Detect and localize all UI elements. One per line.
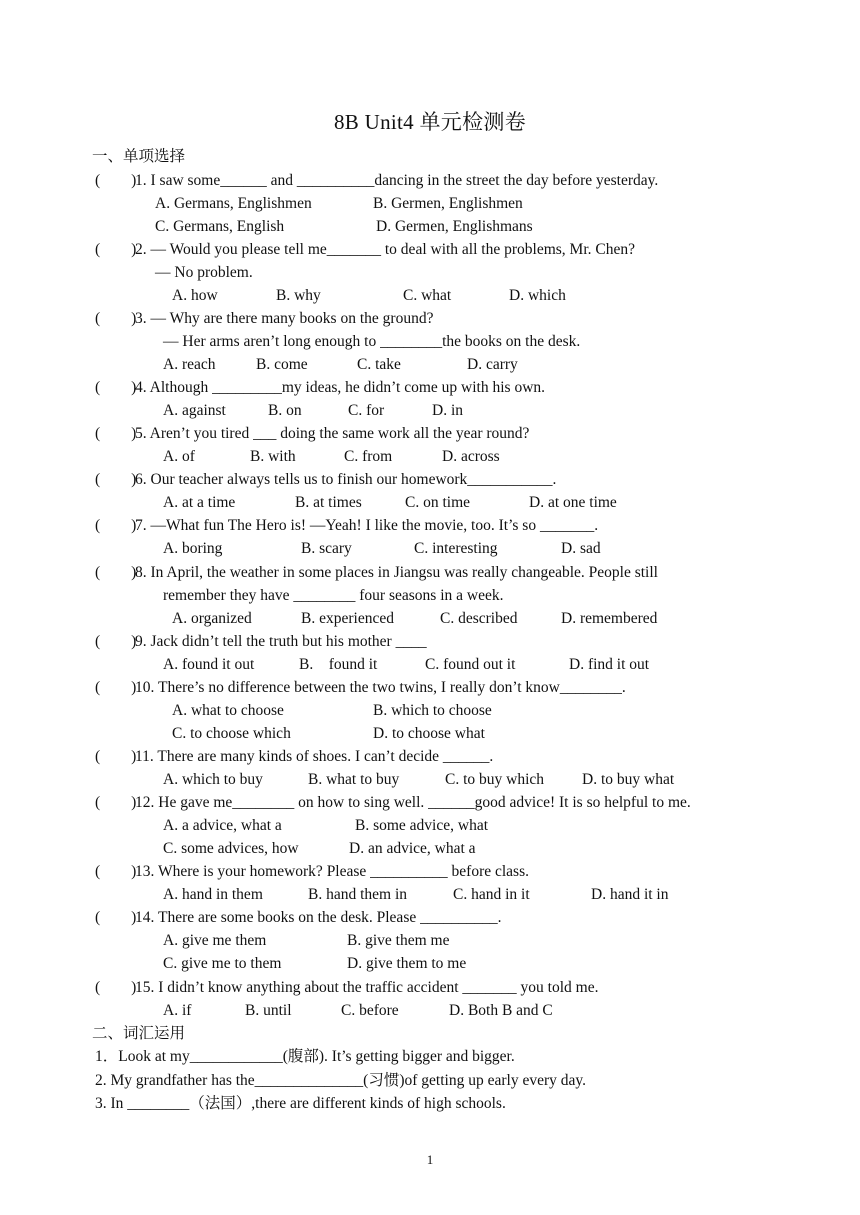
- question-stem: 5. Aren’t you tired ___ doing the same work all the year round?: [135, 425, 530, 442]
- option: B. give them me: [347, 932, 450, 949]
- page-title: 8B Unit4 单元检测卷: [333, 110, 527, 134]
- question-stem: 13. Where is your homework? Please __________ before class.: [135, 863, 530, 880]
- option: D. Both B and C: [449, 1002, 553, 1019]
- option: A. give me them: [163, 932, 267, 949]
- option: B. come: [256, 356, 308, 373]
- option: B. experienced: [301, 610, 394, 627]
- option: A. how: [172, 287, 218, 304]
- question-stem-continued: — No problem.: [155, 264, 253, 281]
- option: A. found it out: [163, 656, 255, 673]
- option: C. interesting: [414, 540, 498, 557]
- answer-blank: ( ): [95, 863, 137, 880]
- option: C. for: [348, 402, 385, 419]
- question-stem: 9. Jack didn’t tell the truth but his mother ____: [135, 633, 427, 650]
- option: A. organized: [172, 610, 252, 627]
- option: A. a advice, what a: [163, 817, 282, 834]
- answer-blank: ( ): [95, 517, 137, 534]
- answer-blank: ( ): [95, 633, 137, 650]
- option: A. of: [163, 448, 195, 465]
- option: C. what: [403, 287, 452, 304]
- option: D. remembered: [561, 610, 658, 627]
- option: D. which: [509, 287, 566, 304]
- option: D. to buy what: [582, 771, 675, 788]
- option: B. hand them in: [308, 886, 408, 903]
- option: C. from: [344, 448, 393, 465]
- option: A. if: [163, 1002, 192, 1019]
- option: B. which to choose: [373, 702, 492, 719]
- question-stem: 14. There are some books on the desk. Please __________.: [135, 909, 502, 926]
- option: D. find it out: [569, 656, 650, 673]
- question-stem: 3. — Why are there many books on the ground?: [135, 310, 434, 327]
- option: D. carry: [467, 356, 518, 373]
- answer-blank: ( ): [95, 310, 137, 327]
- option: B. scary: [301, 540, 352, 557]
- answer-blank: ( ): [95, 979, 137, 996]
- option: B. some advice, what: [355, 817, 489, 834]
- option: D. across: [442, 448, 500, 465]
- option: A. which to buy: [163, 771, 263, 788]
- answer-blank: ( ): [95, 909, 137, 926]
- option: B. on: [268, 402, 302, 419]
- option: C. Germans, English: [155, 218, 285, 235]
- answer-blank: ( ): [95, 425, 137, 442]
- option: D. in: [432, 402, 463, 419]
- option: A. at a time: [163, 494, 236, 511]
- question-stem: 1. I saw some______ and __________dancing in the street the day before yesterday.: [135, 172, 659, 189]
- option: A. boring: [163, 540, 223, 557]
- vocab-item: 2. My grandfather has the______________(习惯)of getting up early every day.: [95, 1072, 586, 1089]
- question-stem: 7. —What fun The Hero is! —Yeah! I like the movie, too. It’s so _______.: [135, 517, 599, 534]
- answer-blank: ( ): [95, 794, 137, 811]
- answer-blank: ( ): [95, 748, 137, 765]
- question-stem: 8. In April, the weather in some places in Jiangsu was really changeable. People still: [135, 564, 658, 581]
- option: D. Germen, Englishmans: [376, 218, 533, 235]
- option: D. sad: [561, 540, 601, 557]
- question-stem: 6. Our teacher always tells us to finish our homework___________.: [135, 471, 557, 488]
- option: C. take: [357, 356, 401, 373]
- section-heading-vocabulary: 二、词汇运用: [92, 1025, 186, 1042]
- option: D. hand it in: [591, 886, 669, 903]
- option: B. why: [276, 287, 321, 304]
- vocab-item: 1．Look at my____________(腹部). It’s getting bigger and bigger.: [95, 1048, 515, 1065]
- option: A. reach: [163, 356, 216, 373]
- answer-blank: ( ): [95, 379, 137, 396]
- option: C. some advices, how: [163, 840, 299, 857]
- question-stem-continued: remember they have ________ four seasons in a week.: [163, 587, 504, 604]
- question-stem: 15. I didn’t know anything about the traffic accident _______ you told me.: [135, 979, 599, 996]
- option: A. against: [163, 402, 226, 419]
- vocab-item: 3. In ________（法国）,there are different kinds of high schools.: [95, 1095, 506, 1112]
- option: B. what to buy: [308, 771, 400, 788]
- section-heading-single-choice: 一、单项选择: [92, 148, 186, 165]
- option: A. what to choose: [172, 702, 284, 719]
- question-stem: 10. There’s no difference between the two twins, I really don’t know________.: [135, 679, 626, 696]
- option: B. found it: [299, 656, 378, 673]
- answer-blank: ( ): [95, 241, 137, 258]
- answer-blank: ( ): [95, 679, 137, 696]
- option: D. at one time: [529, 494, 617, 511]
- answer-blank: ( ): [95, 471, 137, 488]
- option: A. hand in them: [163, 886, 263, 903]
- option: B. Germen, Englishmen: [373, 195, 523, 212]
- answer-blank: ( ): [95, 564, 137, 581]
- option: C. to choose which: [172, 725, 291, 742]
- question-stem: 12. He gave me________ on how to sing well. ______good advice! It is so helpful to me.: [135, 794, 691, 811]
- option: C. described: [440, 610, 518, 627]
- option: B. at times: [295, 494, 362, 511]
- question-stem: 2. — Would you please tell me_______ to deal with all the problems, Mr. Chen?: [135, 241, 635, 258]
- option: B. with: [250, 448, 296, 465]
- option: D. to choose what: [373, 725, 485, 742]
- option: C. to buy which: [445, 771, 545, 788]
- option: C. before: [341, 1002, 399, 1019]
- option: D. give them to me: [347, 955, 467, 972]
- option: C. give me to them: [163, 955, 282, 972]
- option: C. found out it: [425, 656, 516, 673]
- page-number: 1: [426, 1152, 434, 1167]
- question-stem-continued: — Her arms aren’t long enough to ________the books on the desk.: [163, 333, 581, 350]
- question-stem: 4. Although _________my ideas, he didn’t come up with his own.: [135, 379, 546, 396]
- option: B. until: [245, 1002, 292, 1019]
- option: C. hand in it: [453, 886, 530, 903]
- option: D. an advice, what a: [349, 840, 476, 857]
- option: A. Germans, Englishmen: [155, 195, 312, 212]
- answer-blank: ( ): [95, 172, 137, 189]
- question-stem: 11. There are many kinds of shoes. I can’t decide ______.: [135, 748, 494, 765]
- option: C. on time: [405, 494, 471, 511]
